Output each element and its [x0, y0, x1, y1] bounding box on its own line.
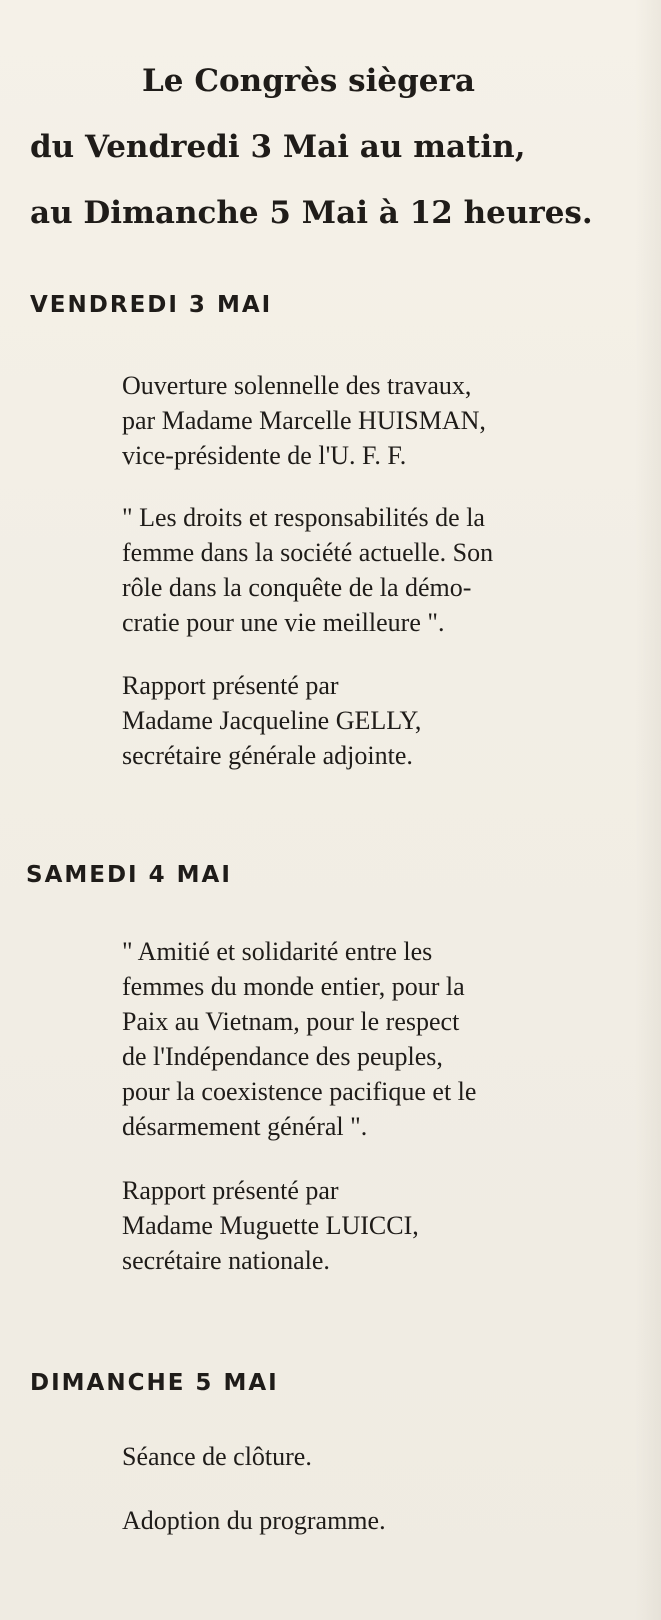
text-line: femmes du monde entier, pour la	[122, 972, 465, 1001]
text-line: cratie pour une vie meilleure ".	[122, 608, 445, 637]
intro-line-2: du Vendredi 3 Mai au matin,	[30, 129, 526, 165]
sunday-item-closing	[122, 1439, 597, 1474]
text-line: rôle dans la conquête de la démo-	[122, 573, 472, 602]
intro-line-3: au Dimanche 5 Mai à 12 heures.	[30, 195, 593, 231]
text-line: secrétaire nationale.	[122, 1246, 330, 1275]
day-heading-saturday: SAMEDI 4 MAI	[26, 862, 232, 888]
sunday-item-adoption	[122, 1503, 597, 1538]
text-line: vice-présidente de l'U. F. F.	[122, 441, 407, 470]
text-line: Rapport présenté par	[122, 671, 339, 700]
text-line: Rapport présenté par	[122, 1176, 339, 1205]
text-line: de l'Indépendance des peuples,	[122, 1042, 443, 1071]
text-line: pour la coexistence pacifique et le	[122, 1077, 477, 1106]
text-line: secrétaire générale adjointe.	[122, 741, 413, 770]
text-line: Séance de clôture.	[122, 1442, 312, 1471]
text-line: Madame Muguette LUICCI,	[122, 1211, 419, 1240]
congress-intro	[0, 48, 661, 246]
text-line: " Les droits et responsabilités de la	[122, 503, 485, 532]
text-line: Adoption du programme.	[122, 1506, 386, 1535]
text-line: femme dans la société actuelle. Son	[122, 538, 494, 567]
intro-line-1: Le Congrès siègera	[142, 63, 475, 99]
friday-theme	[122, 500, 597, 640]
saturday-report	[122, 1173, 597, 1278]
saturday-theme	[122, 934, 597, 1144]
day-heading-friday: VENDREDI 3 MAI	[30, 292, 273, 318]
text-line: Ouverture solennelle des travaux,	[122, 371, 472, 400]
text-line: Paix au Vietnam, pour le respect	[122, 1007, 460, 1036]
text-line: " Amitié et solidarité entre les	[122, 937, 433, 966]
friday-report	[122, 668, 597, 773]
text-line: par Madame Marcelle HUISMAN,	[122, 406, 486, 435]
text-line: Madame Jacqueline GELLY,	[122, 706, 422, 735]
friday-opening	[122, 368, 597, 473]
text-line: désarmement général ".	[122, 1112, 368, 1141]
day-heading-sunday: DIMANCHE 5 MAI	[30, 1370, 279, 1396]
